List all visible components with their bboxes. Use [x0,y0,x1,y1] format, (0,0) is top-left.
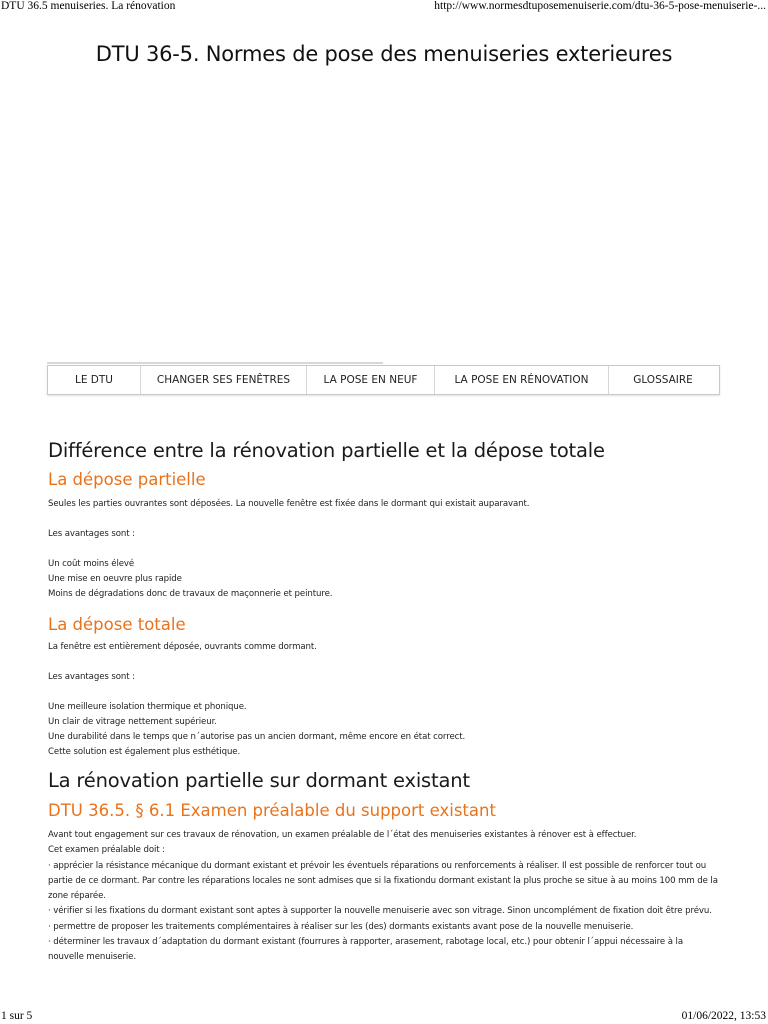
list-item: Une durabilité dans le temps que n´autorise pas un ancien dormant, même encore en état correct. [48,732,466,742]
site-title: DTU 36-5. Normes de pose des menuiseries exterieures [95,42,673,66]
print-header [0,0,768,14]
nav-divider [47,362,383,364]
section2-heading: La rénovation partielle sur dormant existant [48,769,470,792]
print-timestamp: 01/06/2022, 13:53 [681,1010,766,1022]
section2-subheading: DTU 36.5. § 6.1 Examen préalable du support existant [48,801,496,820]
paragraph: · vérifier si les fixations du dormant existant sont aptes à supporter la nouvelle menuiserie avec son vitrage. Sinon uncomplément de fixation doit être prévu. [48,906,712,917]
depose-totale-title: La dépose totale [48,615,186,634]
list-item: Cette solution est également plus esthétique. [48,747,241,757]
nav-item-le-dtu[interactable]: LE DTU [48,366,141,394]
list-item: Une mise en oeuvre plus rapide [48,574,182,584]
depose-totale-avantages-label: Les avantages sont : [48,672,135,682]
list-item: Moins de dégradations donc de travaux de maçonnerie et peinture. [48,589,333,599]
paragraph: · apprécier la résistance mécanique du dormant existant et prévoir les éventuels réparations ou renforcements à réaliser. Il est possible de renforcer tout ou partie de ce dormant. Par contre les réparations locales ne sont admises que si la fixationdu dormant existant la plus proche se situe à au moins 100 mm de la zone réparée. [48,860,718,902]
nav-item-changer-ses-fenetres[interactable]: CHANGER SES FENÊTRES [141,366,307,394]
depose-partielle-title: La dépose partielle [48,470,206,489]
depose-totale-intro: La fenêtre est entièrement déposée, ouvrants comme dormant. [48,642,317,652]
paragraph: · déterminer les travaux d´adaptation du dormant existant (fourrures à rapporter, arasement, rabotage local, etc.) pour obtenir l´appui nécessaire à la nouvelle menuiserie. [48,937,683,963]
main-nav [47,365,720,395]
section1-heading: Différence entre la rénovation partielle et la dépose totale [48,439,605,462]
nav-item-la-pose-en-renovation[interactable]: LA POSE EN RÉNOVATION [435,366,609,394]
depose-partielle-intro: Seules les parties ouvrantes sont déposées. La nouvelle fenêtre est fixée dans le dormant qui existait auparavant. [48,499,530,509]
print-header-url: http://www.normesdtuposemenuiserie.com/dtu-36-5-pose-menuiserie-... [434,0,766,12]
list-item: Un clair de vitrage nettement supérieur. [48,717,217,727]
list-item: Un coût moins élevé [48,559,135,569]
paragraph: · permettre de proposer les traitements complémentaires à réaliser sur les (des) dormants existants avant pose de la nouvelle menuiserie. [48,921,634,932]
list-item: Une meilleure isolation thermique et phonique. [48,702,247,712]
depose-partielle-avantages-label: Les avantages sont : [48,529,135,539]
paragraph: Cet examen préalable doit : [48,845,165,856]
nav-item-glossaire[interactable]: GLOSSAIRE [633,374,693,386]
nav-item-la-pose-en-neuf[interactable]: LA POSE EN NEUF [307,366,435,394]
article-content [48,436,720,966]
print-header-title: DTU 36.5 menuiseries. La rénovation [1,0,176,12]
paragraph: Avant tout engagement sur ces travaux de rénovation, un examen préalable de l´état des menuiseries existantes à rénover est à effectuer. [48,830,637,840]
page-number: 1 sur 5 [1,1010,33,1022]
print-footer [0,1010,768,1024]
